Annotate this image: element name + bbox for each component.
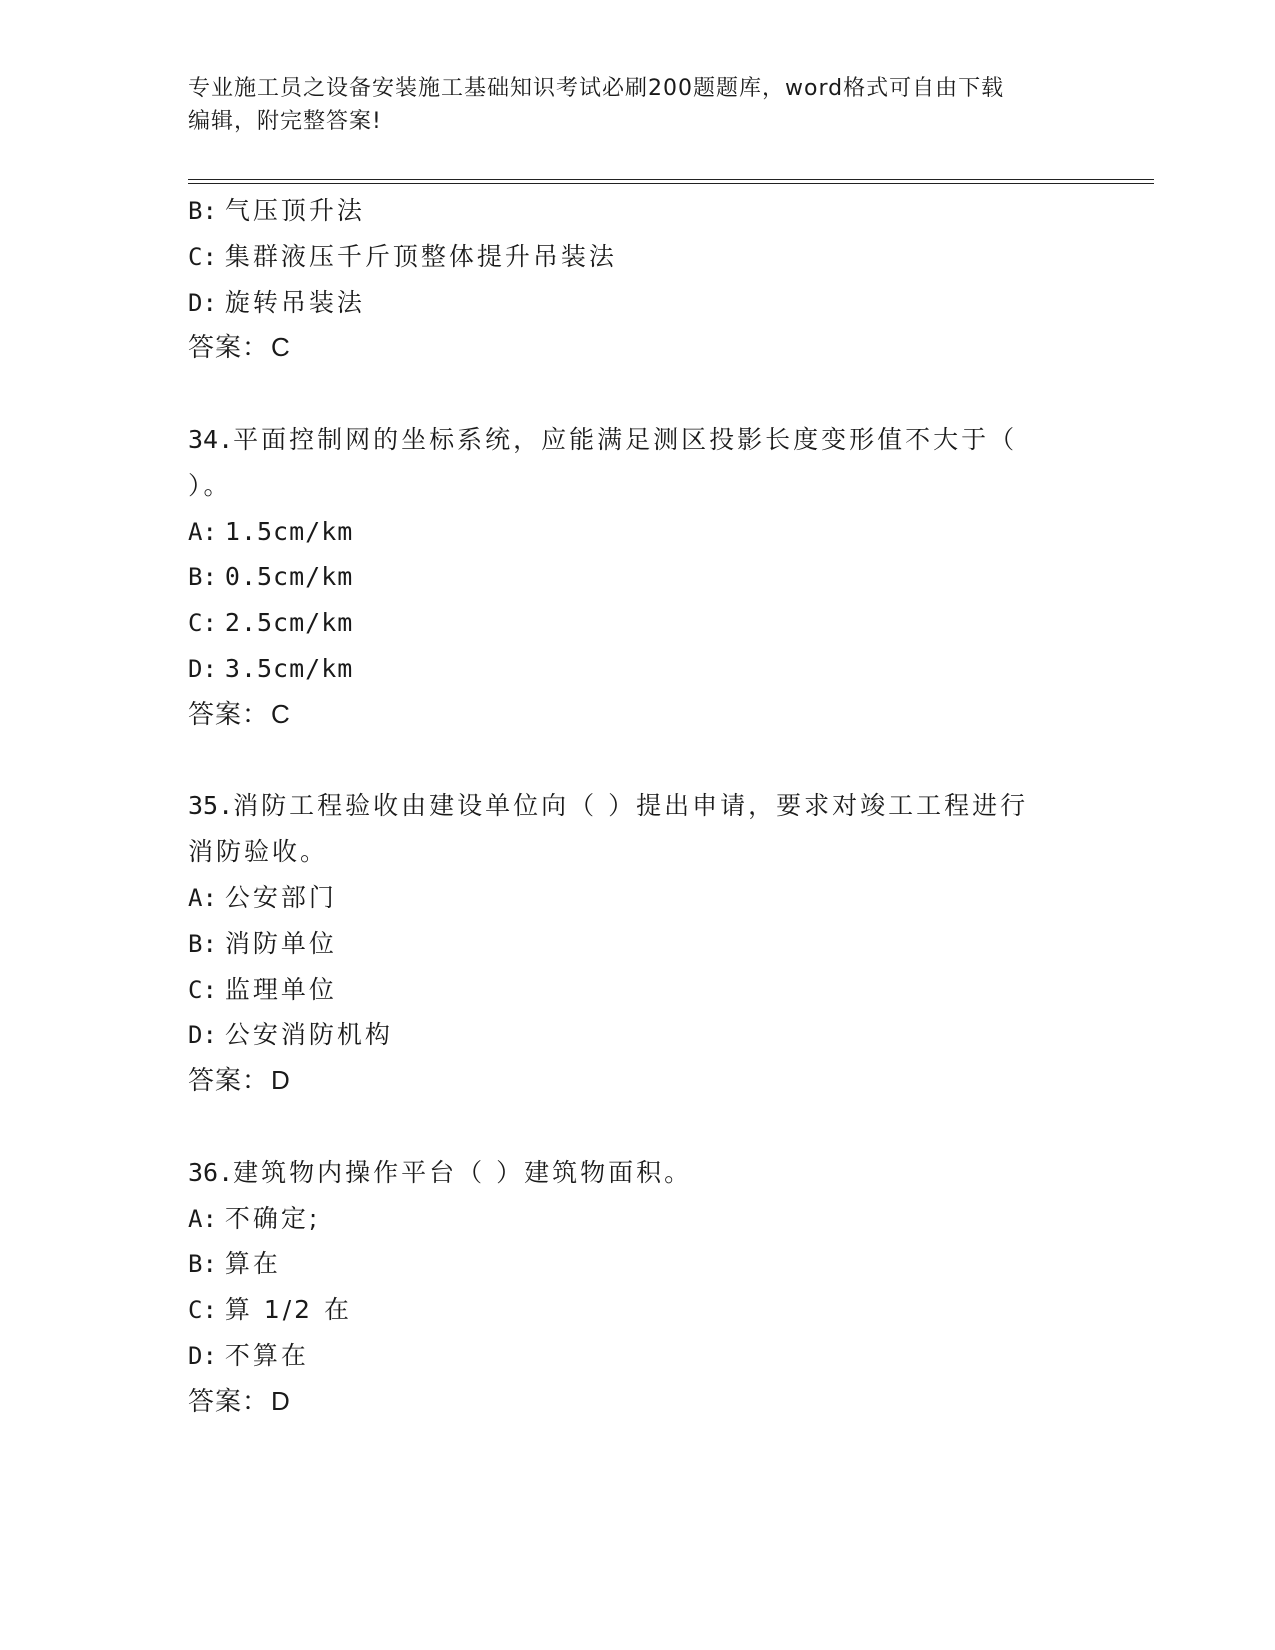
option-key: A: [188,883,217,912]
option-key: C: [188,1296,217,1325]
option-text: 算在 [224,1249,281,1279]
question-34 [188,417,1088,738]
question-stem [188,783,1088,829]
option-text: 1.5cm/km [224,516,354,546]
option-text: 旋转吊装法 [224,287,365,317]
option-b [188,188,1088,234]
option-d [188,646,1088,692]
question-36 [188,1150,1088,1425]
option-text: 气压顶升法 [224,196,365,225]
question-number: 34. [188,424,234,454]
option-text: 消防单位 [224,928,337,958]
question-stem-continued: 消防验收。 [188,837,329,867]
option-key: B: [188,563,217,592]
option-key: A: [188,517,217,546]
option-key: C: [188,242,217,271]
header-title-line1: 专业施工员之设备安装施工基础知识考试必刷200题题库，word格式可自由下载 [188,76,1005,101]
question-stem-text: 消防工程验收由建设单位向（ ）提出申请，要求对竣工工程进行 [233,791,1029,821]
option-text: 2.5cm/km [224,608,354,638]
header-divider-top [188,179,1154,180]
spacer [188,1104,1088,1150]
question-list [188,188,1088,1425]
answer-label: 答案： [188,1066,270,1097]
option-key: D: [188,288,217,317]
answer-line [188,692,1088,738]
option-b [188,1241,1088,1287]
spacer [188,738,1088,784]
option-d [188,1333,1088,1379]
option-text: 算 1/2 在 [224,1295,353,1325]
question-number: 36. [188,1157,234,1187]
option-key: C: [188,975,217,1004]
answer-label: 答案： [188,699,270,730]
option-text: 集群液压千斤顶整体提升吊装法 [224,241,617,271]
option-b [188,554,1088,600]
option-d [188,1012,1088,1058]
header-divider-bottom [188,183,1154,184]
option-key: A: [188,1204,217,1233]
question-stem-text: 平面控制网的坐标系统，应能满足测区投影长度变形值不大于（ [233,424,1018,454]
option-c [188,1287,1088,1333]
option-key: C: [188,609,217,638]
option-key: D: [188,654,217,683]
question-stem [188,1150,1088,1196]
option-d [188,280,1088,326]
answer-value: D [271,1385,291,1416]
spacer [188,371,1088,417]
answer-line [188,1058,1088,1104]
question-33 [188,188,1088,371]
option-c [188,600,1088,646]
answer-label: 答案： [188,1386,270,1417]
document-header [188,72,1068,138]
option-a [188,509,1088,555]
option-key: D: [188,1021,217,1050]
answer-value: C [271,332,291,363]
option-key: B: [188,929,217,958]
question-stem [188,417,1088,463]
question-number: 35. [188,791,234,821]
option-text: 公安消防机构 [224,1020,393,1050]
option-a [188,875,1088,921]
option-key: B: [188,1250,217,1279]
option-text: 公安部门 [224,882,337,912]
answer-line [188,1379,1088,1425]
option-text: 不确定; [224,1203,321,1233]
answer-value: C [271,698,291,729]
option-a [188,1196,1088,1242]
answer-line [188,325,1088,371]
option-text: 不算在 [224,1340,309,1370]
question-stem-text: 建筑物内操作平台（ ）建筑物面积。 [233,1157,693,1187]
option-key: D: [188,1341,217,1370]
answer-value: D [271,1065,291,1096]
option-key: B: [188,197,217,225]
option-c [188,967,1088,1013]
answer-label: 答案： [188,333,270,364]
option-c [188,234,1088,280]
question-35 [188,783,1088,1104]
option-text: 监理单位 [224,974,337,1004]
option-text: 0.5cm/km [224,562,354,592]
header-title-line2: 编辑，附完整答案! [188,109,382,134]
option-b [188,921,1088,967]
question-stem-continued: ）。 [188,470,232,500]
option-text: 3.5cm/km [224,653,354,683]
